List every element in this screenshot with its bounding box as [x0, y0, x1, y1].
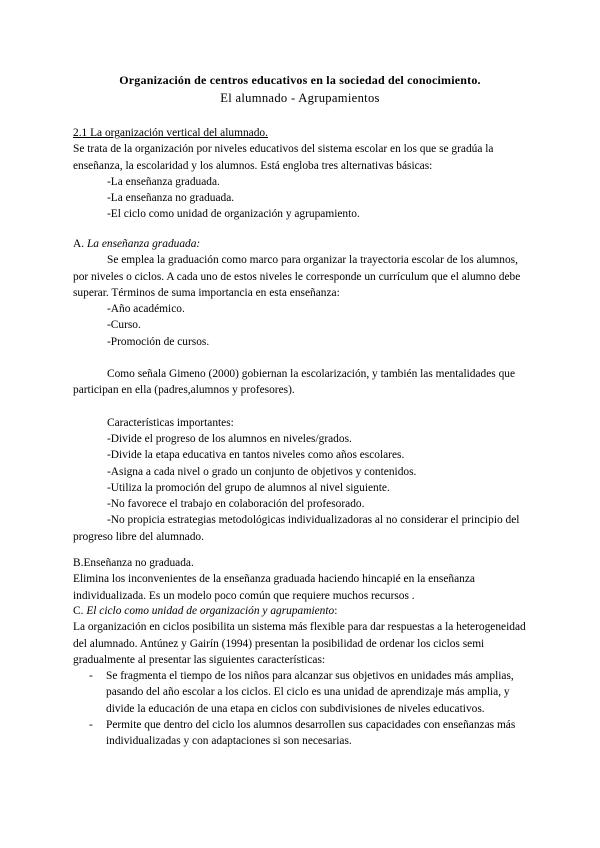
list-item: -Asigna a cada nivel o grado un conjunto de objetivos y contenidos. [107, 465, 417, 478]
list-item: -La enseñanza no graduada. [107, 192, 235, 205]
section-letter: A. [73, 238, 85, 250]
section-heading [73, 236, 528, 252]
bullet-marker: - [89, 719, 93, 732]
document-subtitle: El alumnado - Agrupamientos [220, 91, 380, 105]
section-heading: 2.1 La organización vertical del alumnado. [73, 127, 268, 139]
list-item: -Utiliza la promoción del grupo de alumnos al nivel siguiente. [107, 481, 390, 494]
section-graded-teaching [73, 236, 528, 545]
list-item: -Promoción de cursos. [107, 335, 210, 348]
list-item: -El ciclo como unidad de organización y agrupamiento. [107, 208, 360, 221]
list-item: -Curso. [107, 319, 141, 332]
section-non-graded-teaching [73, 555, 528, 604]
section-heading: B.Enseñanza no graduada. [73, 557, 194, 569]
bullet-item [73, 717, 528, 750]
section-intro: Se trata de la organización por niveles educativos del sistema escolar en los que se gradúa la enseñanza, la escolaridad y los alumnos. Está engloba tres alternativas básicas: [73, 143, 494, 172]
list-item: -Divide el progreso de los alumnos en niveles/grados. [107, 432, 352, 445]
list-item: -La enseñanza graduada. [107, 175, 220, 188]
document-title: Organización de centros educativos en la sociedad del conocimiento. [119, 73, 481, 87]
list-item: -Año académico. [107, 303, 185, 316]
features-heading: Características importantes: [107, 416, 234, 429]
section-title: El ciclo como unidad de organización y agrupamiento [86, 605, 335, 617]
section-colon: : [334, 605, 338, 617]
list-item: -Divide la etapa educativa en tantos niveles como años escolares. [107, 449, 405, 462]
section-cycle-unit [73, 603, 528, 750]
paragraph: La organización en ciclos posibilita un sistema más flexible para dar respuestas a la heterogeneidad del alumnado. Antúnez y Gairín (1994) presentan la posibilidad de ordenar los ciclos semi gradualmente al presentar las siguientes características: [73, 621, 526, 666]
bullet-item [73, 668, 528, 717]
bullet-marker: - [89, 670, 93, 683]
paragraph: Se emplea la graduación como marco para organizar la trayectoria escolar de los alumnos, por niveles o ciclos. A cada uno de estos niveles le corresponde un currículum que el alumno debe superar. Términos de suma importancia en esta enseñanza: [73, 254, 521, 299]
list-item: -No favorece el trabajo en colaboración del profesorado. [107, 498, 365, 511]
section-letter: C. [73, 605, 84, 617]
paragraph: Elimina los inconvenientes de la enseñanza graduada haciendo hincapié en la enseñanza individualizada. Es un modelo poco común que requiere muchos recursos . [73, 573, 475, 602]
section-title: La enseñanza graduada: [86, 238, 201, 250]
list-item: -No propicia estrategias metodológicas individualizadoras al no considerar el principio del progreso libre del alumnado. [73, 514, 520, 543]
section-vertical-organization [73, 125, 528, 223]
paragraph: Como señala Gimeno (2000) gobiernan la escolarización, y también las mentalidades que participan en ella (padres,alumnos y profesores). [73, 368, 516, 397]
bullet-text: Se fragmenta el tiempo de los niños para alcanzar sus objetivos en unidades más amplias, pasando del año escolar a los ciclos. El ciclo es una unidad de aprendizaje más amplia, y divide la educación de una etapa en ciclos con subdivisiones de niveles educativos. [106, 670, 514, 715]
bullet-text: Permite que dentro del ciclo los alumnos desarrollen sus capacidades con enseñanzas más individualizadas y con adaptaciones si son necesarias. [106, 719, 516, 748]
section-heading [73, 603, 528, 619]
